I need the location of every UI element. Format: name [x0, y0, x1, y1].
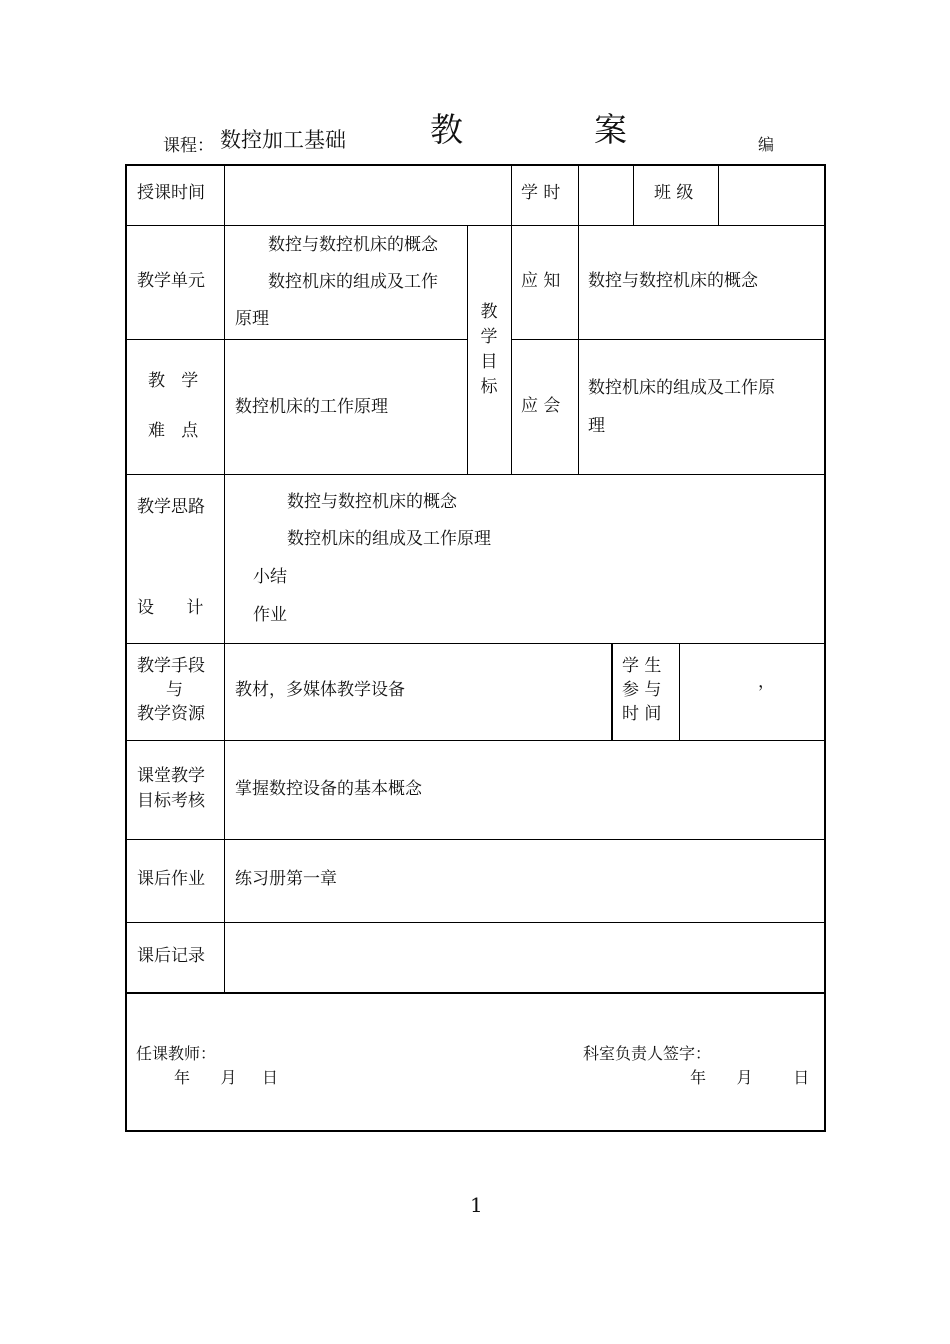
teaching-goal-label	[479, 300, 499, 400]
title-char-2: 案	[594, 110, 627, 149]
row-divider	[125, 839, 826, 840]
row-divider	[125, 474, 826, 475]
goal-char: 教	[480, 302, 498, 322]
teacher-date: 年 月 日	[174, 1068, 278, 1087]
difficulty-value: 数控机床的工作原理	[235, 397, 388, 417]
goal-char: 标	[480, 377, 498, 397]
col-divider	[224, 164, 225, 993]
col-divider	[578, 164, 579, 475]
page-number: 1	[470, 1193, 483, 1217]
student-time-value: ，	[758, 672, 775, 692]
means-value: 教材，多媒体教学设备	[235, 680, 405, 700]
student-time-label-1: 学 生	[622, 656, 662, 676]
col-divider	[633, 164, 634, 226]
table-border-top	[125, 164, 826, 166]
document-title	[430, 104, 627, 151]
row-divider	[125, 740, 826, 741]
can-value-2: 理	[588, 416, 605, 436]
design-line: 数控机床的组成及工作原理	[287, 529, 491, 549]
can-value-1: 数控机床的组成及工作原	[588, 378, 775, 398]
unit-line-3: 原理	[235, 309, 269, 329]
row-divider	[125, 643, 826, 644]
means-label-2: 与	[166, 680, 183, 700]
col-divider	[467, 225, 468, 475]
table-border-bottom	[125, 1130, 826, 1132]
course-name: 数控加工基础	[220, 128, 346, 152]
homework-label: 课后作业	[137, 869, 205, 889]
homework-value: 练习册第一章	[235, 869, 337, 889]
col-divider	[511, 164, 512, 475]
editor-label: 编	[758, 135, 775, 154]
col-divider	[718, 164, 719, 226]
unit-label: 教学单元	[137, 271, 205, 291]
row-divider	[125, 225, 826, 226]
course-label: 课程：	[163, 136, 214, 156]
assess-label-2: 目标考核	[137, 791, 205, 811]
col-divider	[611, 643, 613, 741]
row-divider	[125, 922, 826, 923]
know-value: 数控与数控机床的概念	[588, 271, 758, 291]
dept-signature-label: 科室负责人签字：	[583, 1044, 712, 1063]
hours-label: 学 时	[521, 183, 561, 203]
teacher-label: 任课教师：	[136, 1044, 217, 1063]
unit-line-2: 数控机床的组成及工作	[268, 272, 438, 292]
student-time-label-2: 参 与	[622, 680, 662, 700]
goal-char: 目	[480, 352, 498, 372]
table-border-right	[824, 164, 826, 1132]
difficulty-label-1: 教 学	[148, 371, 199, 391]
means-label-3: 教学资源	[137, 704, 205, 724]
record-label: 课后记录	[137, 946, 205, 966]
means-label-1: 教学手段	[137, 656, 205, 676]
difficulty-label-2: 难 点	[148, 421, 199, 441]
design-label-2: 设 计	[137, 598, 204, 618]
row-divider	[125, 992, 826, 994]
class-label: 班 级	[654, 183, 694, 203]
table-border-left	[125, 164, 127, 1132]
design-line: 作业	[253, 605, 287, 625]
unit-line-1: 数控与数控机床的概念	[268, 235, 438, 255]
assess-label-1: 课堂教学	[137, 766, 205, 786]
goal-char: 学	[480, 327, 498, 347]
student-time-label-3: 时 间	[622, 704, 662, 724]
col-divider	[679, 643, 680, 741]
know-label: 应 知	[521, 271, 561, 291]
design-label-1: 教学思路	[137, 497, 205, 517]
assess-value: 掌握数控设备的基本概念	[235, 779, 422, 799]
row-divider	[511, 339, 826, 340]
dept-date: 年 月 日	[690, 1068, 810, 1087]
row-divider	[125, 339, 468, 340]
title-char-1: 教	[430, 110, 463, 149]
time-label: 授课时间	[137, 183, 205, 203]
design-line: 小结	[253, 567, 287, 587]
can-label: 应 会	[521, 396, 561, 416]
design-line: 数控与数控机床的概念	[287, 492, 457, 512]
